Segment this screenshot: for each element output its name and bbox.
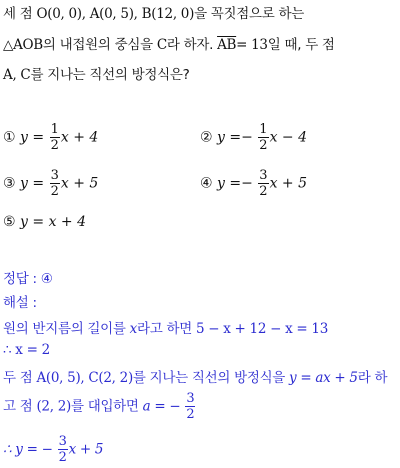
step-equation: y = ax + 5: [289, 370, 358, 386]
solution-step-1: [3, 317, 328, 337]
step-text: 고 점: [3, 398, 37, 415]
option-rest: x + 4: [48, 214, 86, 230]
fraction-denominator: 2: [186, 407, 195, 422]
step-equation: ∴ y = −: [3, 441, 53, 458]
step-text: 를 대입하면: [70, 398, 143, 415]
solution-step-3: [3, 366, 387, 386]
option-fraction: [50, 122, 60, 153]
option-rest: x + 4: [60, 129, 99, 146]
question-text: 를 지나는 직선의 방정식은?: [30, 67, 190, 83]
question-text: 세 점: [3, 6, 37, 22]
option-4[interactable]: [200, 168, 307, 199]
step-fraction: [185, 391, 195, 422]
question-line-3: [3, 63, 189, 83]
point-c: C(2, 2): [84, 370, 133, 386]
option-rest: x − 4: [269, 129, 308, 146]
option-sign: −: [241, 129, 253, 146]
question-line-1: [3, 2, 304, 22]
option-2[interactable]: [200, 122, 307, 153]
option-sign: −: [241, 175, 253, 192]
step-equation: ∴ x = 2: [3, 342, 50, 358]
step-variable: x: [129, 321, 137, 337]
fraction-numerator: 3: [50, 168, 59, 183]
point-a: A(0, 5),: [36, 370, 85, 386]
triangle-aob: △AOB: [3, 37, 43, 53]
option-rest: x + 5: [269, 175, 308, 192]
option-fraction: [258, 122, 268, 153]
step-text: 두 점: [3, 370, 37, 386]
point-c: C: [156, 37, 167, 53]
option-marker: ②: [200, 129, 213, 146]
option-marker: ③: [3, 175, 16, 192]
option-rest: x + 5: [60, 175, 99, 192]
fraction-denominator: 2: [259, 138, 268, 153]
step-text: 라고 하면: [136, 321, 196, 337]
step-equation: a = −: [142, 398, 181, 415]
points-a-c: A, C: [3, 67, 31, 83]
fraction-numerator: 1: [50, 122, 59, 137]
segment-ab: $\overline{AB}$: [217, 37, 237, 53]
fraction-denominator: 2: [259, 184, 268, 199]
step-text: 원의 반지름의 길이를: [3, 321, 130, 337]
question-text: 을 꼭짓점으로 하는: [194, 6, 304, 22]
option-marker: ④: [200, 175, 213, 192]
option-marker: ⑤: [3, 214, 16, 230]
step-fraction: [58, 434, 68, 465]
option-lhs: y =: [217, 175, 242, 192]
solution-step-4: [3, 391, 196, 422]
point-a: A(0, 5),: [85, 6, 138, 22]
fraction-denominator: 2: [58, 450, 67, 465]
option-1[interactable]: [3, 122, 98, 153]
fraction-numerator: 3: [58, 434, 67, 449]
answer-text: 정답 : ④: [3, 271, 53, 287]
question-text: 라 하자.: [166, 37, 218, 53]
option-marker: ①: [3, 129, 16, 146]
point-b: B(12, 0): [137, 6, 195, 22]
solution-step-2: [3, 342, 50, 358]
point-o: O(0, 0),: [36, 6, 86, 22]
option-5[interactable]: [3, 214, 86, 230]
fraction-numerator: 1: [259, 122, 268, 137]
question-line-2: [3, 33, 335, 53]
option-3[interactable]: [3, 168, 98, 199]
fraction-numerator: 3: [259, 168, 268, 183]
explanation-header: [3, 291, 37, 311]
question-text: 일 때, 두 점: [267, 37, 335, 53]
fraction-denominator: 2: [50, 184, 59, 199]
option-fraction: [258, 168, 268, 199]
step-equation: 5 − x + 12 − x = 13: [195, 321, 328, 337]
option-lhs: y =: [20, 175, 45, 192]
segment-length: = 13: [236, 37, 268, 53]
step-equation: x + 5: [68, 441, 104, 458]
option-lhs: y =: [20, 129, 45, 146]
option-lhs: y =: [217, 129, 242, 146]
option-lhs: y =: [20, 214, 45, 230]
question-text: 의 내접원의 중심을: [42, 37, 157, 53]
step-text: 라 하: [357, 370, 388, 386]
fraction-denominator: 2: [50, 138, 59, 153]
point-substituted: (2, 2): [36, 398, 71, 415]
answer-line: [3, 267, 53, 287]
solution-step-5: [3, 434, 103, 465]
explanation-label: 해설 :: [3, 295, 37, 311]
step-text: 를 지나는 직선의 방정식을: [132, 370, 290, 386]
fraction-numerator: 3: [186, 391, 195, 406]
option-fraction: [50, 168, 60, 199]
